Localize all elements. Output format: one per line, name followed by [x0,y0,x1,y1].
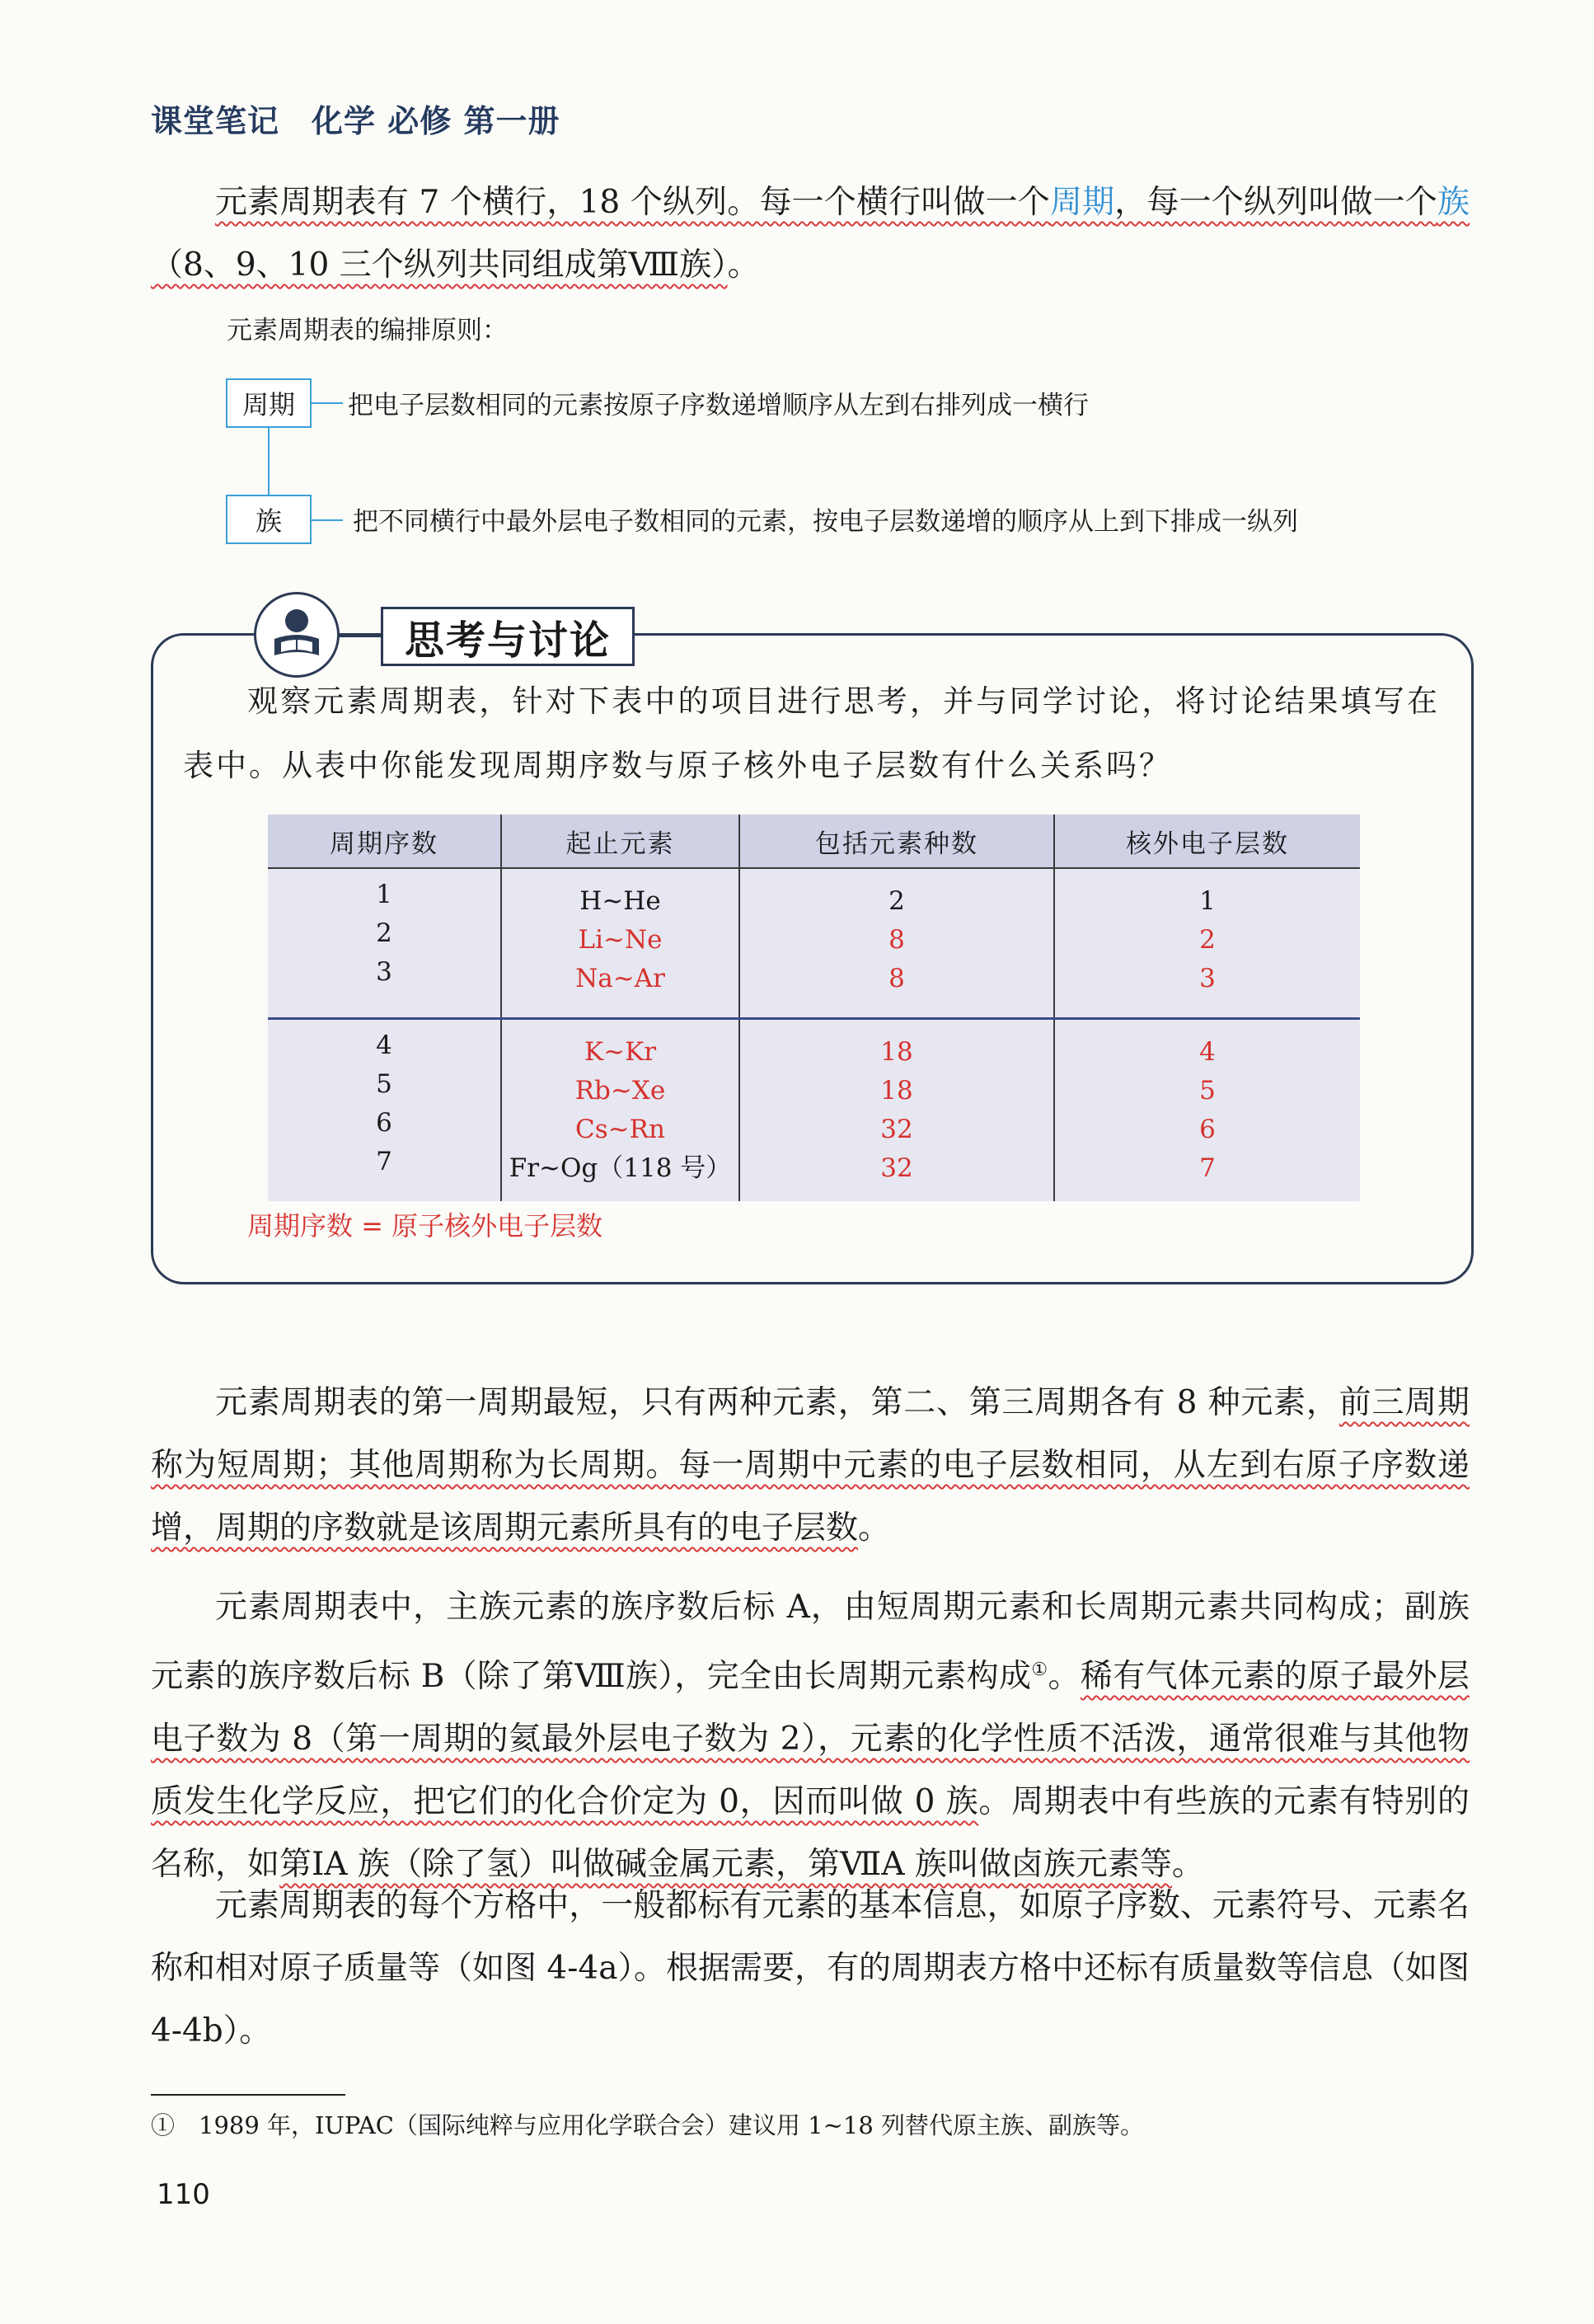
table-cell: 4 [1199,1037,1216,1067]
box-group: 族 [226,495,312,544]
table-cell: 7 [376,1147,392,1176]
table-header: 起止元素 [501,815,739,868]
table-cell: 2 [376,918,392,948]
page-header: 课堂笔记 化学 必修 第一册 [151,103,560,139]
p2-text-e: 第ⅠA 族（除了氢）叫做碱金属元素，第ⅦA 族叫做卤族元素等 [279,1846,1172,1883]
p2-text-b: 。 [1048,1658,1081,1695]
table-cell: 18 [880,1037,913,1067]
p2-text-c: 稀有气体元素的原子最外层电子数为 8（第一周期的氦最外层电子数为 2），元素的化学性质不活泼，通常很难与其他物质发生化学反应，把它们的化合价定为 0，因而叫做 0 族 [151,1658,1470,1820]
intro-end: 。 [727,246,760,284]
intro-paragraph [151,171,1470,297]
table-header: 包括元素种数 [739,815,1054,868]
table-cell: 5 [376,1069,392,1099]
term-group: 族 [1437,184,1470,221]
footnote: ① 1989 年，IUPAC（国际纯粹与应用化学联合会）建议用 1~18 列替代原主族、副族等。 [151,2111,1144,2139]
term-period: 周期 [1049,184,1115,221]
diagram-connector [268,428,270,495]
footnote-divider [151,2094,345,2096]
period-arrow-line [312,402,343,404]
table-cell: 1 [1199,886,1216,916]
table-cell: 1 [376,880,392,909]
table-cell: K~Kr [584,1037,657,1067]
intro-text-2: ，每一个纵列叫做一个 [1114,184,1437,221]
body-paragraph-2 [151,1576,1470,1896]
table-cell: Rb~Xe [574,1076,666,1106]
intro-text-3: （8、9、10 三个纵列共同组成第Ⅷ族） [151,246,728,284]
intro-text-1: 元素周期表有 7 个横行，18 个纵列。每一个横行叫做一个 [215,184,1050,221]
table-cell: Cs~Rn [575,1115,665,1144]
period-description: 把电子层数相同的元素按原子序数递增顺序从左到右排列成一横行 [348,391,1089,420]
table-conclusion: 周期序数 = 原子核外电子层数 [247,1210,603,1242]
table-cell: 6 [1199,1115,1216,1144]
page-number: 110 [157,2178,210,2211]
p1-text-a: 元素周期表的第一周期最短，只有两种元素，第二、第三周期各有 8 种元素， [215,1384,1339,1421]
p1-text-c: 。 [858,1509,891,1547]
table-cell: 8 [888,925,905,955]
table-header: 核外电子层数 [1054,815,1360,868]
diagram-title: 元素周期表的编排原则： [227,316,508,345]
table-cell: Li~Ne [578,925,663,955]
p2-text-d: 。周期表中有些族的元素有特别的名称，如 [151,1783,1470,1883]
box-period: 周期 [226,378,312,428]
p1-text-b: 前三周期称为短周期；其他周期称为长周期。每一周期中元素的电子层数相同，从左到右原子序数递增，周期的序数就是该周期元素所具有的电子层数 [151,1384,1470,1547]
group-description: 把不同横行中最外层电子数相同的元素，按电子层数递增的顺序从上到下排成一纵列 [353,507,1298,537]
table-cell: H~He [579,886,661,916]
table-cell: Na~Ar [575,964,665,993]
footnote-ref: ① [1031,1660,1048,1680]
reader-icon [254,592,340,678]
table-cell: 2 [888,886,905,916]
table-cell: 18 [880,1076,913,1106]
table-cell: 32 [880,1115,913,1144]
table-cell: 8 [888,964,905,993]
periods-table [268,815,1360,1201]
table-cell: 7 [1199,1153,1216,1183]
p2-text-f: 。 [1171,1846,1204,1883]
table-header: 周期序数 [268,815,501,868]
body-paragraph-1 [151,1372,1470,1560]
discussion-text: 观察元素周期表，针对下表中的项目进行思考，并与同学讨论，将讨论结果填写在表中。从表中你能发现周期序数与原子核外电子层数有什么关系吗？ [183,683,1440,783]
panel-connector [340,635,381,637]
table-cell: 2 [1199,925,1216,955]
table-row-group [268,1019,1360,1202]
table-cell: 3 [1199,964,1216,993]
table-cell: 6 [376,1108,392,1138]
table-cell: Fr~Og（118 号） [509,1153,732,1183]
table-cell: 3 [376,957,392,987]
group-arrow-line [312,519,343,521]
table-cell: 4 [376,1031,392,1060]
panel-title: 思考与讨论 [381,607,635,666]
p2-text-a: 元素周期表中，主族元素的族序数后标 A，由短周期元素和长周期元素共同构成；副族元素的族序数后标 B（除了第Ⅷ族），完全由长周期元素构成 [151,1589,1470,1695]
table-row-group [268,868,1360,1019]
body-paragraph-3: 元素周期表的每个方格中，一般都标有元素的基本信息，如原子序数、元素符号、元素名称和相对原子质量等（如图 4-4a）。根据需要，有的周期表方格中还标有质量数等信息（如图 4-4b）。 [151,1887,1470,2049]
table-cell: 32 [880,1153,913,1183]
table-cell: 5 [1199,1076,1216,1106]
